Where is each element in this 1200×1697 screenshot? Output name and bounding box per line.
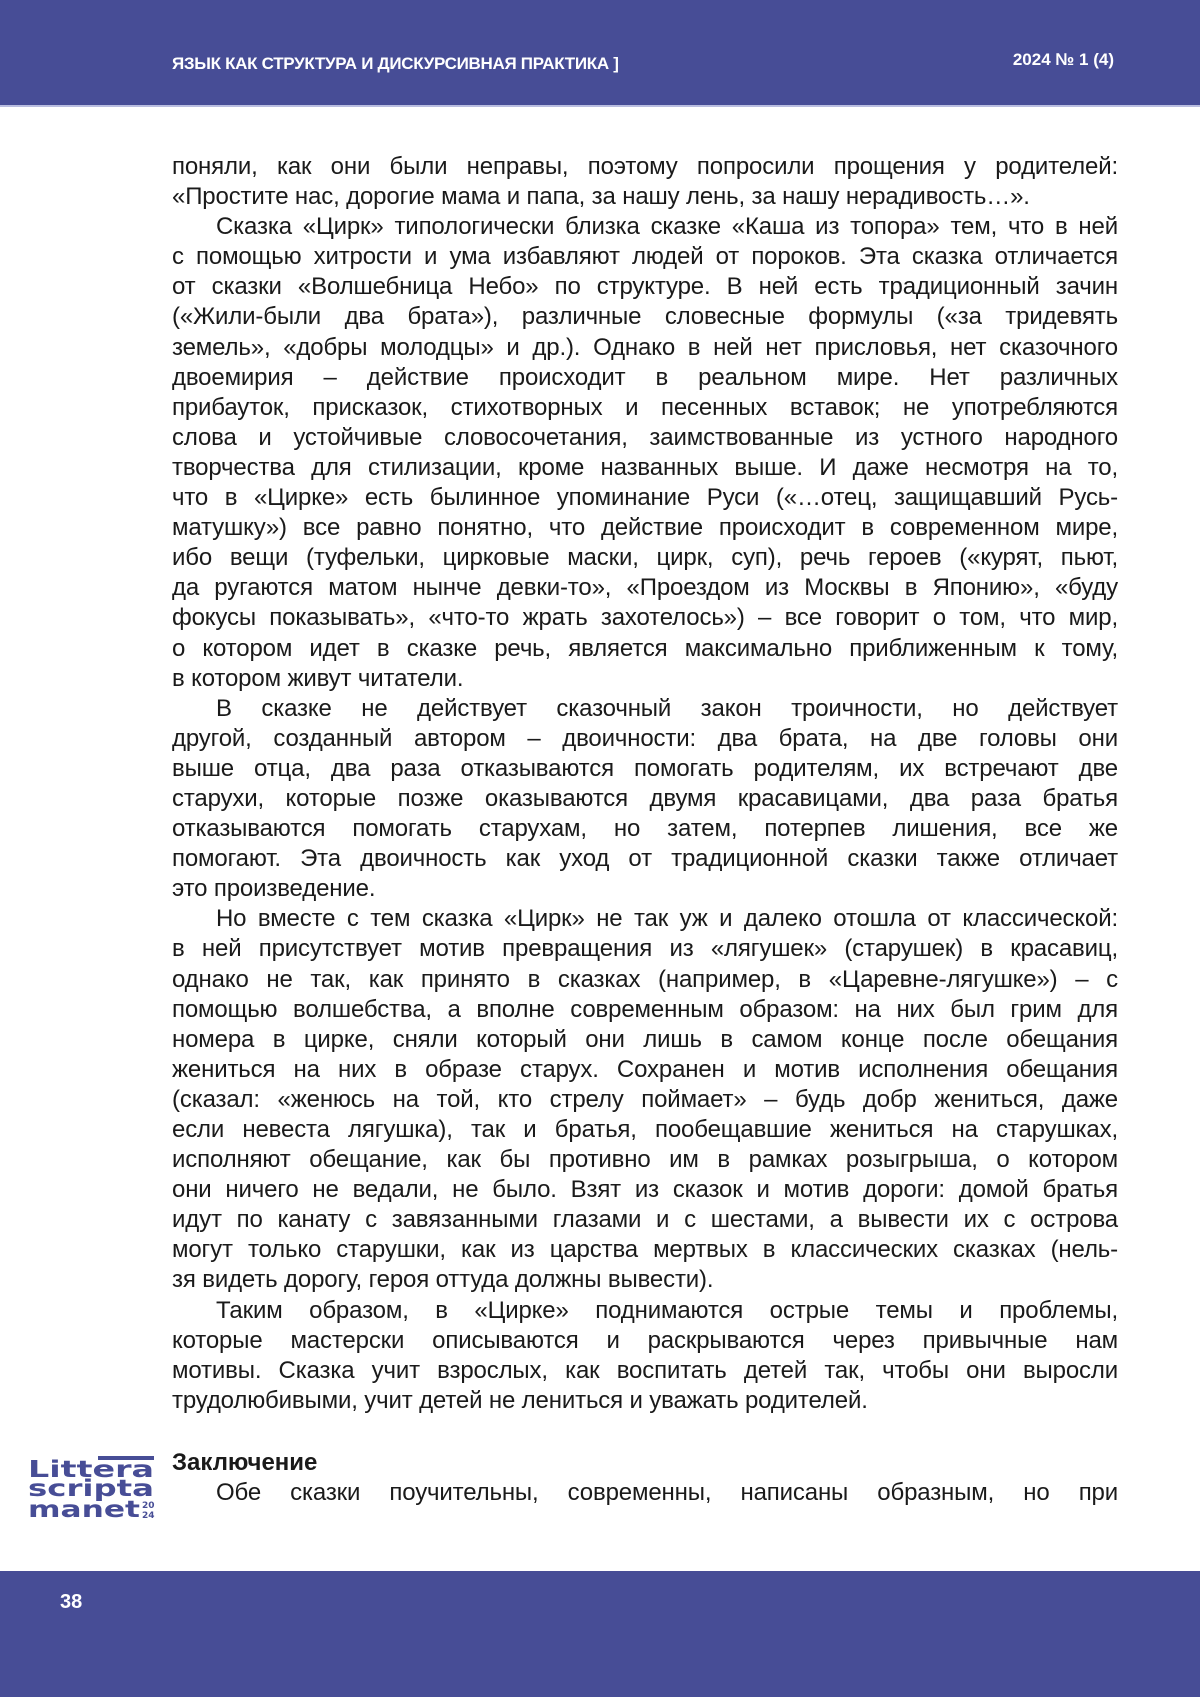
text-line: выше отца, два раза отказываются помогать родителям, их встречают две — [172, 754, 1118, 784]
text-line: идут по канату с завязанными глазами и с шестами, а вывести их с острова — [172, 1205, 1118, 1235]
paragraph — [172, 1296, 1118, 1416]
text-line: зя видеть дорогу, героя оттуда должны вывести). — [172, 1265, 1118, 1295]
text-line: помощью волшебства, а вполне современным образом: на них был грим для — [172, 995, 1118, 1025]
paragraph — [172, 152, 1118, 212]
text-line: которые мастерски описываются и раскрываются через привычные нам — [172, 1326, 1118, 1356]
text-line: трудолюбивыми, учит детей не лениться и уважать родителей. — [172, 1386, 1118, 1416]
issue-number: 2024 № 1 (4) — [1013, 50, 1114, 70]
text-line: в ней присутствует мотив превращения из «лягушек» (старушек) в красавиц, — [172, 934, 1118, 964]
text-line: мотивы. Сказка учит взрослых, как воспитать детей так, чтобы они выросли — [172, 1356, 1118, 1386]
text-line: да ругаются матом нынче девки-то», «Проездом из Москвы в Японию», «буду — [172, 573, 1118, 603]
text-line: что в «Цирке» есть былинное упоминание Руси («…отец, защищавший Русь- — [172, 483, 1118, 513]
text-line: ибо вещи (туфельки, цирковые маски, цирк, суп), речь героев («курят, пьют, — [172, 543, 1118, 573]
page-header — [0, 0, 1200, 107]
text-line: от сказки «Волшебница Небо» по структуре. В ней есть традиционный зачин — [172, 272, 1118, 302]
text-line: о котором идет в сказке речь, является максимально приближенным к тому, — [172, 634, 1118, 664]
text-line: двоемирия – действие происходит в реальном мире. Нет различных — [172, 363, 1118, 393]
text-line: Таким образом, в «Цирке» поднимаются острые темы и проблемы, — [172, 1296, 1118, 1326]
text-line: поняли, как они были неправы, поэтому попросили прощения у родителей: — [172, 152, 1118, 182]
text-line: жениться на них в образе старух. Сохранен и мотив исполнения обещания — [172, 1055, 1118, 1085]
page-number: 38 — [60, 1591, 82, 1614]
text-line: Сказка «Цирк» типологически близка сказке «Каша из топора» тем, что в ней — [172, 212, 1118, 242]
page-footer — [0, 1571, 1200, 1697]
svg-text:manet: manet — [28, 1497, 140, 1521]
text-line: слова и устойчивые словосочетания, заимствованные из устного народного — [172, 423, 1118, 453]
svg-text:Littera: Littera — [28, 1457, 154, 1483]
text-line: исполняют обещание, как бы противно им в рамках розыгрыша, о котором — [172, 1145, 1118, 1175]
paragraph — [172, 212, 1118, 694]
text-line: если невеста лягушка), так и братья, пообещавшие жениться на старушках, — [172, 1115, 1118, 1145]
text-line: земель», «добры молодцы» и др.). Однако в ней нет присловья, нет сказочного — [172, 333, 1118, 363]
text-line: номера в цирке, сняли который они лишь в самом конце после обещания — [172, 1025, 1118, 1055]
running-title: ЯЗЫК КАК СТРУКТУРА И ДИСКУРСИВНАЯ ПРАКТИКА ] — [172, 54, 619, 74]
text-line: (сказал: «женюсь на той, кто стрелу поймает» – будь добр жениться, даже — [172, 1085, 1118, 1115]
journal-logo — [28, 1455, 158, 1521]
article-body — [172, 152, 1118, 1508]
text-line: («Жили-были два брата»), различные словесные формулы («за тридевять — [172, 302, 1118, 332]
text-line: творчества для стилизации, кроме названных выше. И даже несмотря на то, — [172, 453, 1118, 483]
svg-text:scripta: scripta — [28, 1476, 154, 1502]
section-heading: Заключение — [172, 1448, 1118, 1478]
text-line: Обе сказки поучительны, современны, написаны образным, но при — [172, 1478, 1118, 1508]
text-line: матушку») все равно понятно, что действие происходит в современном мире, — [172, 513, 1118, 543]
svg-text:24: 24 — [142, 1511, 155, 1521]
text-line: это произведение. — [172, 874, 1118, 904]
text-line: помогают. Эта двоичность как уход от традиционной сказки также отличает — [172, 844, 1118, 874]
paragraph — [172, 694, 1118, 905]
text-line: старухи, которые позже оказываются двумя красавицами, два раза братья — [172, 784, 1118, 814]
paragraphs — [172, 152, 1118, 1416]
text-line: однако не так, как принято в сказках (например, в «Царевне-лягушке») – с — [172, 965, 1118, 995]
paragraph — [172, 904, 1118, 1295]
text-line: В сказке не действует сказочный закон троичности, но действует — [172, 694, 1118, 724]
text-line: Но вместе с тем сказка «Цирк» не так уж и далеко отошла от классической: — [172, 904, 1118, 934]
text-line: фокусы показывать», «что-то жрать захотелось») – все говорит о том, что мир, — [172, 603, 1118, 633]
text-line: другой, созданный автором – двоичности: два брата, на две головы они — [172, 724, 1118, 754]
text-line: они ничего не ведали, не было. Взят из сказок и мотив дороги: домой братья — [172, 1175, 1118, 1205]
text-line: «Простите нас, дорогие мама и папа, за нашу лень, за нашу нерадивость…». — [172, 182, 1118, 212]
svg-text:20: 20 — [142, 1501, 155, 1511]
text-line: в котором живут читатели. — [172, 664, 1118, 694]
text-line: могут только старушки, как из царства мертвых в классических сказках (нель- — [172, 1235, 1118, 1265]
text-line: прибауток, присказок, стихотворных и песенных вставок; не употребляются — [172, 393, 1118, 423]
text-line: с помощью хитрости и ума избавляют людей от пороков. Эта сказка отличается — [172, 242, 1118, 272]
text-line: отказываются помогать старухам, но затем, потерпев лишения, все же — [172, 814, 1118, 844]
